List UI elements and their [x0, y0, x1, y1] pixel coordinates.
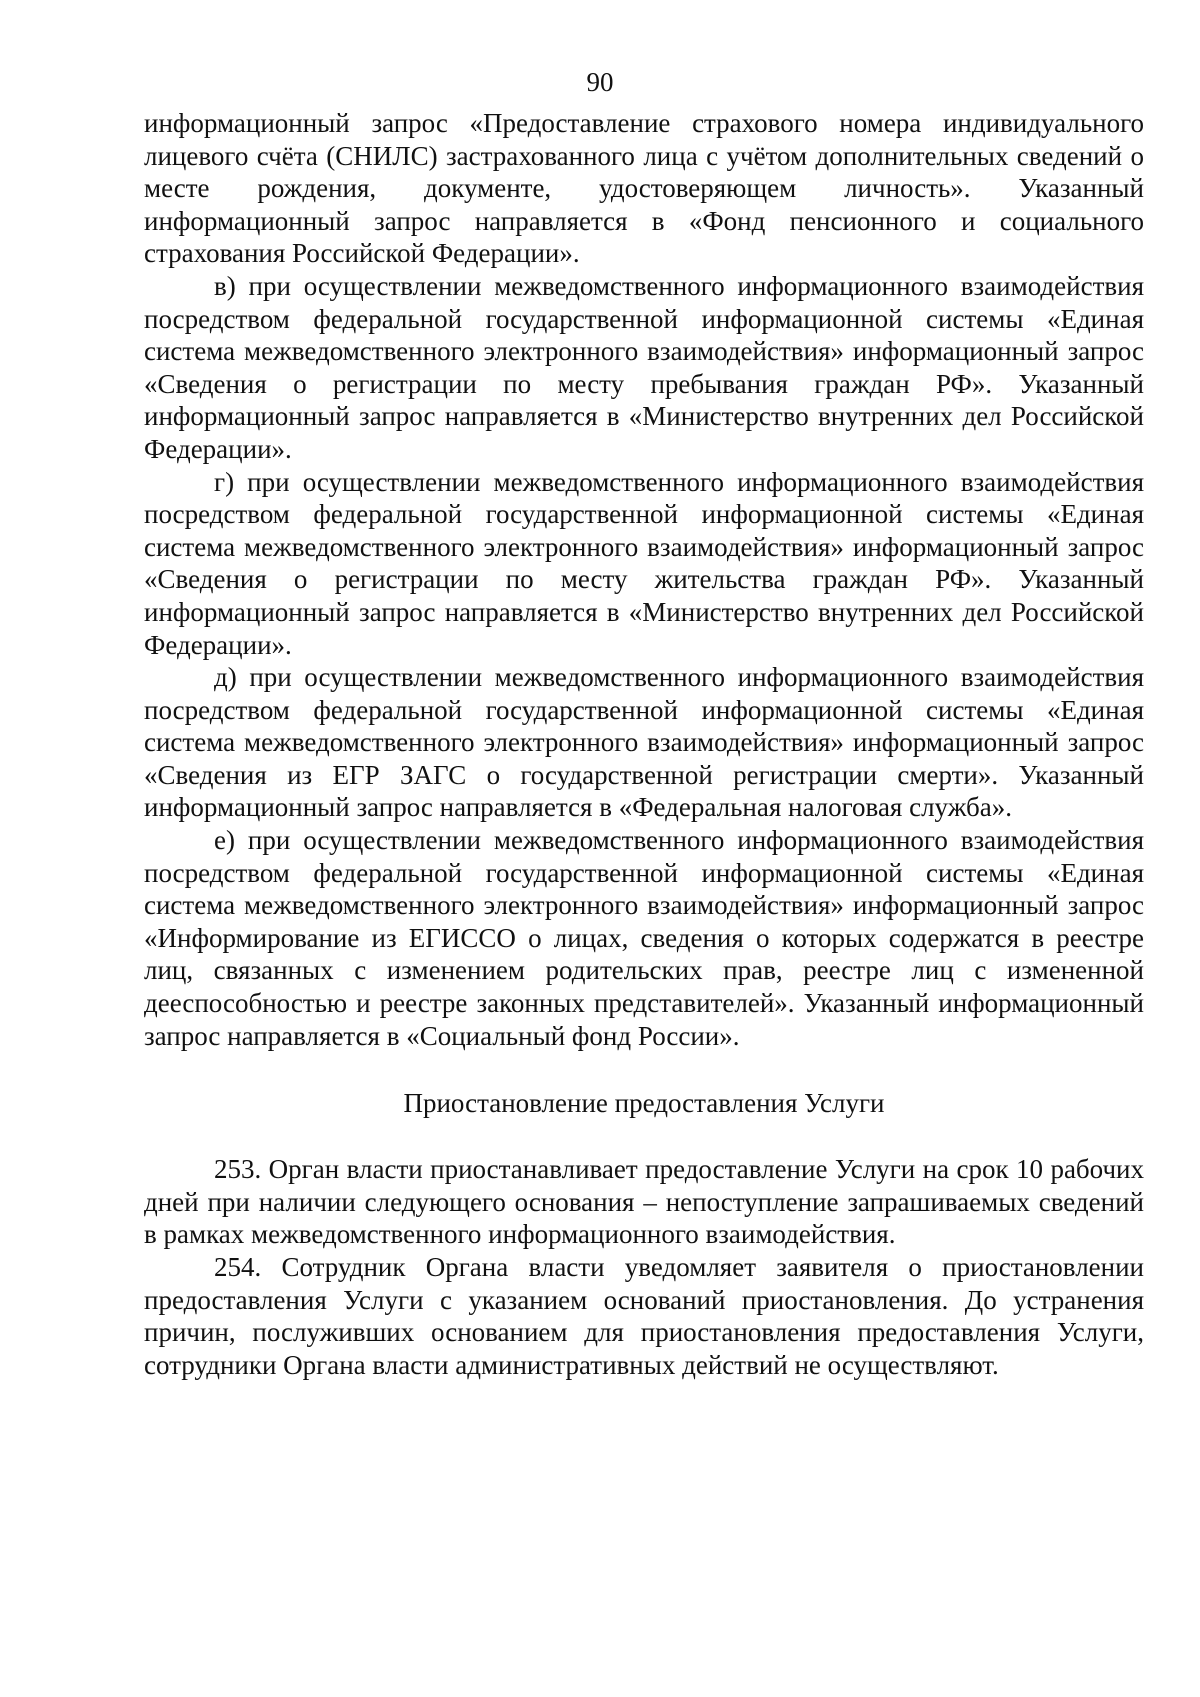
section-heading: Приостановление предоставления Услуги [403, 1088, 885, 1119]
paragraph-item-g: г) при осуществлении межведомственного информационного взаимодействия посредством федеральной государственной информационной системы «Единая система межведомственного электронного взаимодействия» информационный запрос «Сведения о регистрации по месту жительства граждан РФ». Указанный информационный запрос направляется в «Министерство внутренних дел Российской Федерации». [144, 466, 1144, 660]
paragraph-item-v: в) при осуществлении межведомственного информационного взаимодействия посредством федеральной государственной информационной системы «Единая система межведомственного электронного взаимодействия» информационный запрос «Сведения о регистрации по месту пребывания граждан РФ». Указанный информационный запрос направляется в «Министерство внутренних дел Российской Федерации». [144, 270, 1144, 464]
paragraph-253: 253. Орган власти приостанавливает предоставление Услуги на срок 10 рабочих дней при наличии следующего основания – непоступление запрашиваемых сведений в рамках межведомственного информационного взаимодействия. [144, 1154, 1144, 1250]
paragraph-254: 254. Сотрудник Органа власти уведомляет заявителя о приостановлении предоставления Услуги с указанием оснований приостановления. До устранения причин, послуживших основанием для приостановления предоставления Услуги, сотрудники Органа власти административных действий не осуществляют. [144, 1252, 1144, 1380]
paragraph-snils-request: информационный запрос «Предоставление страхового номера индивидуального лицевого счёта (СНИЛС) застрахованного лица с учётом дополнительных сведений о месте рождения, документе, удостоверяющем личность». Указанный информационный запрос направляется в «Фонд пенсионного и социального страхования Российской Федерации». [144, 108, 1144, 269]
paragraph-item-d: д) при осуществлении межведомственного информационного взаимодействия посредством федеральной государственной информационной системы «Единая система межведомственного электронного взаимодействия» информационный запрос «Сведения из ЕГР ЗАГС о государственной регистрации смерти». Указанный информационный запрос направляется в «Федеральная налоговая служба». [144, 662, 1144, 823]
paragraph-item-e: е) при осуществлении межведомственного информационного взаимодействия посредством федеральной государственной информационной системы «Единая система межведомственного электронного взаимодействия» информационный запрос «Информирование из ЕГИССО о лицах, сведения о которых содержатся в реестре лиц, связанных с изменением родительских прав, реестре лиц с измененной дееспособностью и реестре законных представителей». Указанный информационный запрос направляется в «Социальный фонд России». [144, 825, 1144, 1051]
document-body [144, 107, 1144, 1381]
page-number: 90 [586, 67, 614, 97]
